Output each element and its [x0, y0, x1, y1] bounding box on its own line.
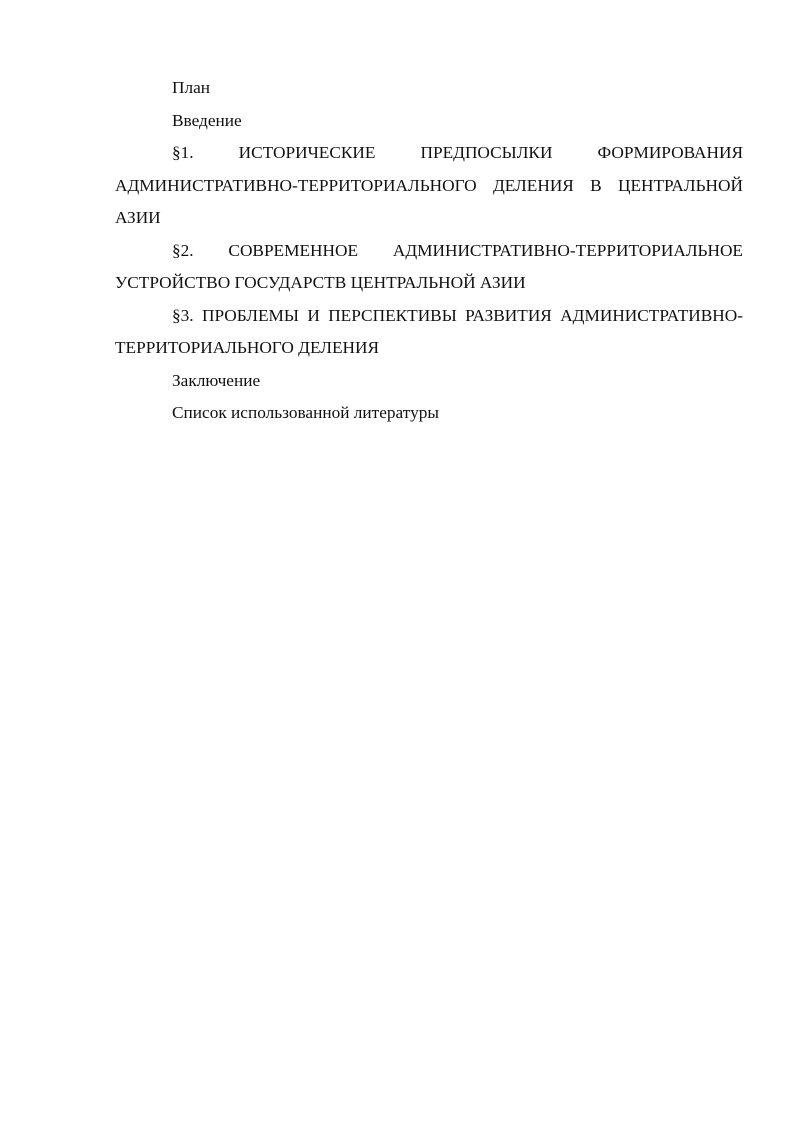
toc-item-section-2: §2. СОВРЕМЕННОЕ АДМИНИСТРАТИВНО-ТЕРРИТОРИАЛЬНОЕ УСТРОЙСТВО ГОСУДАРСТВ ЦЕНТРАЛЬНОЙ АЗИИ: [115, 240, 743, 292]
toc-item-references: Список использованной литературы: [172, 403, 439, 422]
toc-item-introduction: Введение: [172, 110, 242, 130]
toc-item-section-1: §1. ИСТОРИЧЕСКИЕ ПРЕДПОСЫЛКИ ФОРМИРОВАНИЯ АДМИНИСТРАТИВНО-ТЕРРИТОРИАЛЬНОГО ДЕЛЕНИЯ В ЦЕНТРАЛЬНОЙ АЗИИ: [115, 143, 743, 227]
toc-item-section-3: §3. ПРОБЛЕМЫ И ПЕРСПЕКТИВЫ РАЗВИТИЯ АДМИНИСТРАТИВНО-ТЕРРИТОРИАЛЬНОГО ДЕЛЕНИЯ: [115, 305, 743, 357]
toc-item-conclusion: Заключение: [172, 370, 261, 390]
table-of-contents: [115, 72, 743, 430]
plan-heading: План: [172, 78, 211, 97]
